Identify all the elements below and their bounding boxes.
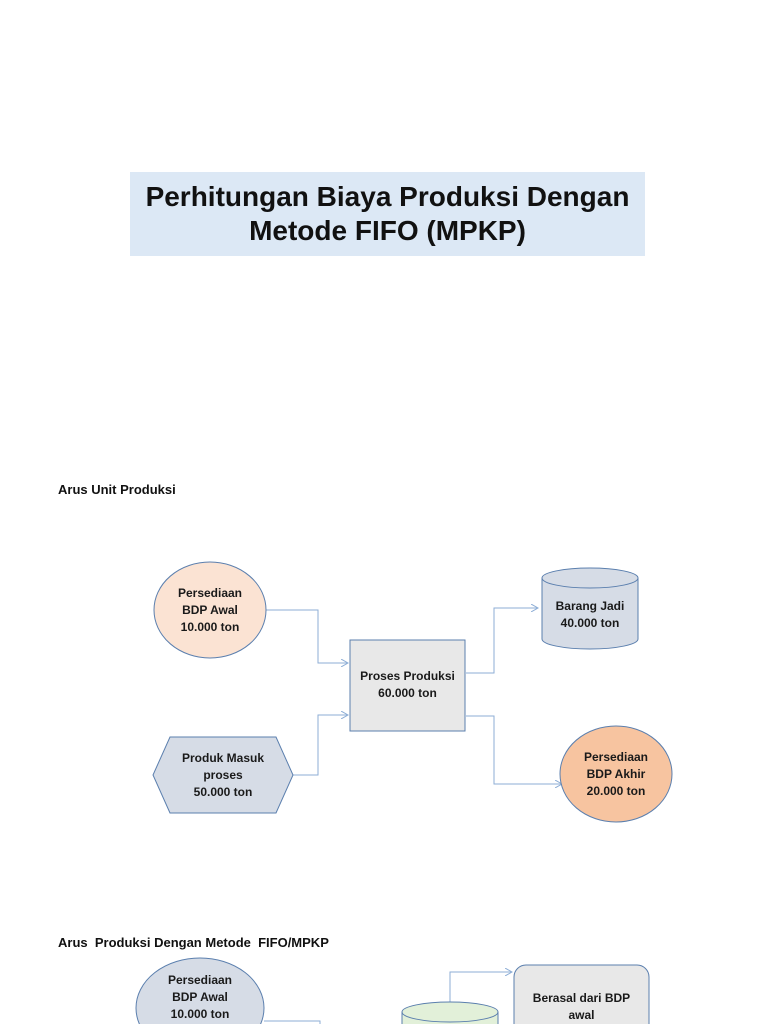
page-title: Perhitungan Biaya Produksi Dengan Metode FIFO (MPKP) — [145, 181, 630, 246]
section-label-arus-unit: Arus Unit Produksi — [58, 482, 176, 497]
node-proses-produksi-label: Proses Produksi 60.000 ton — [360, 669, 455, 700]
node-barang-jadi-label: Barang Jadi 40.000 ton — [555, 599, 625, 630]
node-produk-masuk-label: Produk Masuk proses 50.000 ton — [181, 750, 265, 799]
section-label-arus-fifo: Arus Produksi Dengan Metode FIFO/MPKP — [58, 935, 329, 950]
connector-proses-to-bdp-akhir — [466, 716, 562, 784]
connector-produk-masuk-to-proses — [292, 715, 348, 775]
node-bdp-akhir-label: Persediaan BDP Akhir 20.000 ton — [583, 749, 649, 798]
node-s2-green-cylinder — [402, 1002, 498, 1024]
connector-proses-to-barang-jadi — [466, 608, 538, 673]
connector-s2-to-berasal — [450, 972, 512, 1002]
node-bdp-awal-label: Persediaan BDP Awal 10.000 ton — [177, 585, 243, 634]
node-s2-berasal-label: Berasal dari BDP awal — [532, 991, 631, 1022]
connector-bdp-awal-to-proses — [266, 610, 348, 663]
node-s2-bdp-awal-label: Persediaan BDP Awal 10.000 ton — [167, 973, 233, 1021]
